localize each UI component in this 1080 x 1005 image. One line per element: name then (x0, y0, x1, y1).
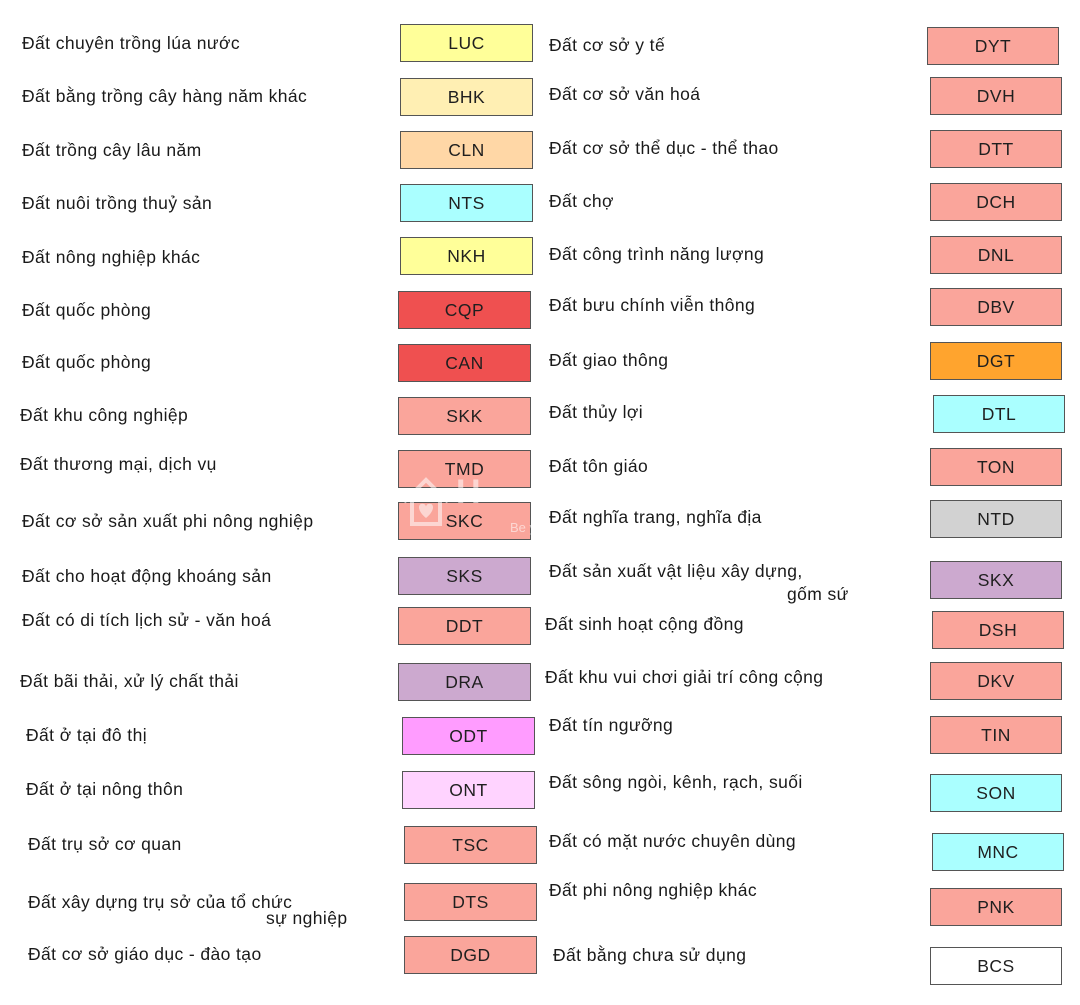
land-code-swatch: TON (930, 448, 1062, 486)
land-use-label: Đất thủy lợi (549, 402, 644, 422)
land-use-label: Đất cơ sở thể dục - thể thao (549, 138, 779, 158)
watermark-letter: H (456, 473, 481, 511)
land-use-label: Đất trụ sở cơ quan (28, 834, 182, 854)
land-use-label: Đất bằng trồng cây hàng năm khác (22, 86, 308, 106)
land-use-label: Đất giao thông (549, 350, 669, 370)
land-use-label: Đất phi nông nghiệp khác (549, 880, 758, 900)
land-code-swatch: TMD (398, 450, 531, 488)
land-code-swatch: DDT (398, 607, 531, 645)
land-use-label: Đất thương mại, dịch vụ (20, 454, 217, 474)
land-use-label: Đất chợ (549, 191, 614, 211)
land-use-label: Đất sinh hoạt cộng đồng (545, 614, 744, 634)
land-use-label: Đất cho hoạt động khoáng sản (22, 566, 272, 586)
watermark-logo (398, 458, 548, 538)
land-code-swatch: TIN (930, 716, 1062, 754)
land-code-swatch: BHK (400, 78, 533, 116)
land-use-label: Đất sông ngòi, kênh, rạch, suối (549, 772, 803, 792)
land-code-swatch: PNK (930, 888, 1062, 926)
land-use-label: Đất sản xuất vật liệu xây dựng, (549, 561, 803, 581)
land-code-swatch: SKC (398, 502, 531, 540)
land-use-label: Đất nông nghiệp khác (22, 247, 201, 267)
land-use-label: Đất bưu chính viễn thông (549, 295, 756, 315)
land-code-swatch: DRA (398, 663, 531, 701)
land-use-label: Đất nghĩa trang, nghĩa địa (549, 507, 762, 527)
land-use-label: Đất ở tại đô thị (26, 725, 147, 745)
land-code-swatch: DSH (932, 611, 1064, 649)
land-use-label: Đất bãi thải, xử lý chất thải (20, 671, 239, 691)
land-use-label: Đất cơ sở giáo dục - đào tạo (28, 944, 262, 964)
land-use-label: Đất khu vui chơi giải trí công cộng (545, 667, 824, 687)
land-use-label: Đất tín ngưỡng (549, 715, 674, 735)
land-use-label: Đất nuôi trồng thuỷ sản (22, 193, 213, 213)
land-use-label: Đất ở tại nông thôn (26, 779, 184, 799)
watermark-text: Be yo (510, 520, 544, 535)
land-code-swatch: LUC (400, 24, 533, 62)
land-code-swatch: DGT (930, 342, 1062, 380)
land-use-label: Đất quốc phòng (22, 352, 152, 372)
land-use-label: Đất có mặt nước chuyên dùng (549, 831, 797, 851)
land-code-swatch: DBV (930, 288, 1062, 326)
land-use-label: Đất chuyên trồng lúa nước (22, 33, 241, 53)
land-use-label: Đất quốc phòng (22, 300, 152, 320)
land-use-label: Đất khu công nghiệp (20, 405, 189, 425)
land-code-swatch: MNC (932, 833, 1064, 871)
land-code-swatch: ONT (402, 771, 535, 809)
land-code-swatch: CQP (398, 291, 531, 329)
land-code-swatch: DTT (930, 130, 1062, 168)
land-code-swatch: SON (930, 774, 1062, 812)
land-code-swatch: DTS (404, 883, 537, 921)
land-code-swatch: BCS (930, 947, 1062, 985)
land-code-swatch: TSC (404, 826, 537, 864)
land-code-swatch: SKK (398, 397, 531, 435)
land-use-label: Đất công trình năng lượng (549, 244, 765, 264)
land-use-label-continued: gốm sứ (787, 584, 849, 604)
land-use-label: Đất bằng chưa sử dụng (553, 945, 747, 965)
land-use-label: Đất có di tích lịch sử - văn hoá (22, 610, 272, 630)
land-code-swatch: DGD (404, 936, 537, 974)
land-code-swatch: NTS (400, 184, 533, 222)
land-code-swatch: NKH (400, 237, 533, 275)
land-use-label: Đất cơ sở văn hoá (549, 84, 701, 104)
land-code-swatch: DNL (930, 236, 1062, 274)
land-code-swatch: ODT (402, 717, 535, 755)
land-code-swatch: DCH (930, 183, 1062, 221)
land-code-swatch: NTD (930, 500, 1062, 538)
land-code-swatch: DTL (933, 395, 1065, 433)
land-use-label: Đất tôn giáo (549, 456, 649, 476)
land-code-swatch: CLN (400, 131, 533, 169)
land-code-swatch: DYT (927, 27, 1059, 65)
land-code-swatch: DKV (930, 662, 1062, 700)
land-code-swatch: CAN (398, 344, 531, 382)
land-code-swatch: SKS (398, 557, 531, 595)
land-use-label: Đất xây dựng trụ sở của tổ chức (28, 892, 293, 912)
land-code-swatch: SKX (930, 561, 1062, 599)
land-use-label: Đất cơ sở sản xuất phi nông nghiệp (22, 511, 314, 531)
land-code-swatch: DVH (930, 77, 1062, 115)
land-use-label: Đất trồng cây lâu năm (22, 140, 202, 160)
land-use-label: Đất cơ sở y tế (549, 35, 666, 55)
land-use-label-continued: sự nghiệp (266, 908, 348, 928)
